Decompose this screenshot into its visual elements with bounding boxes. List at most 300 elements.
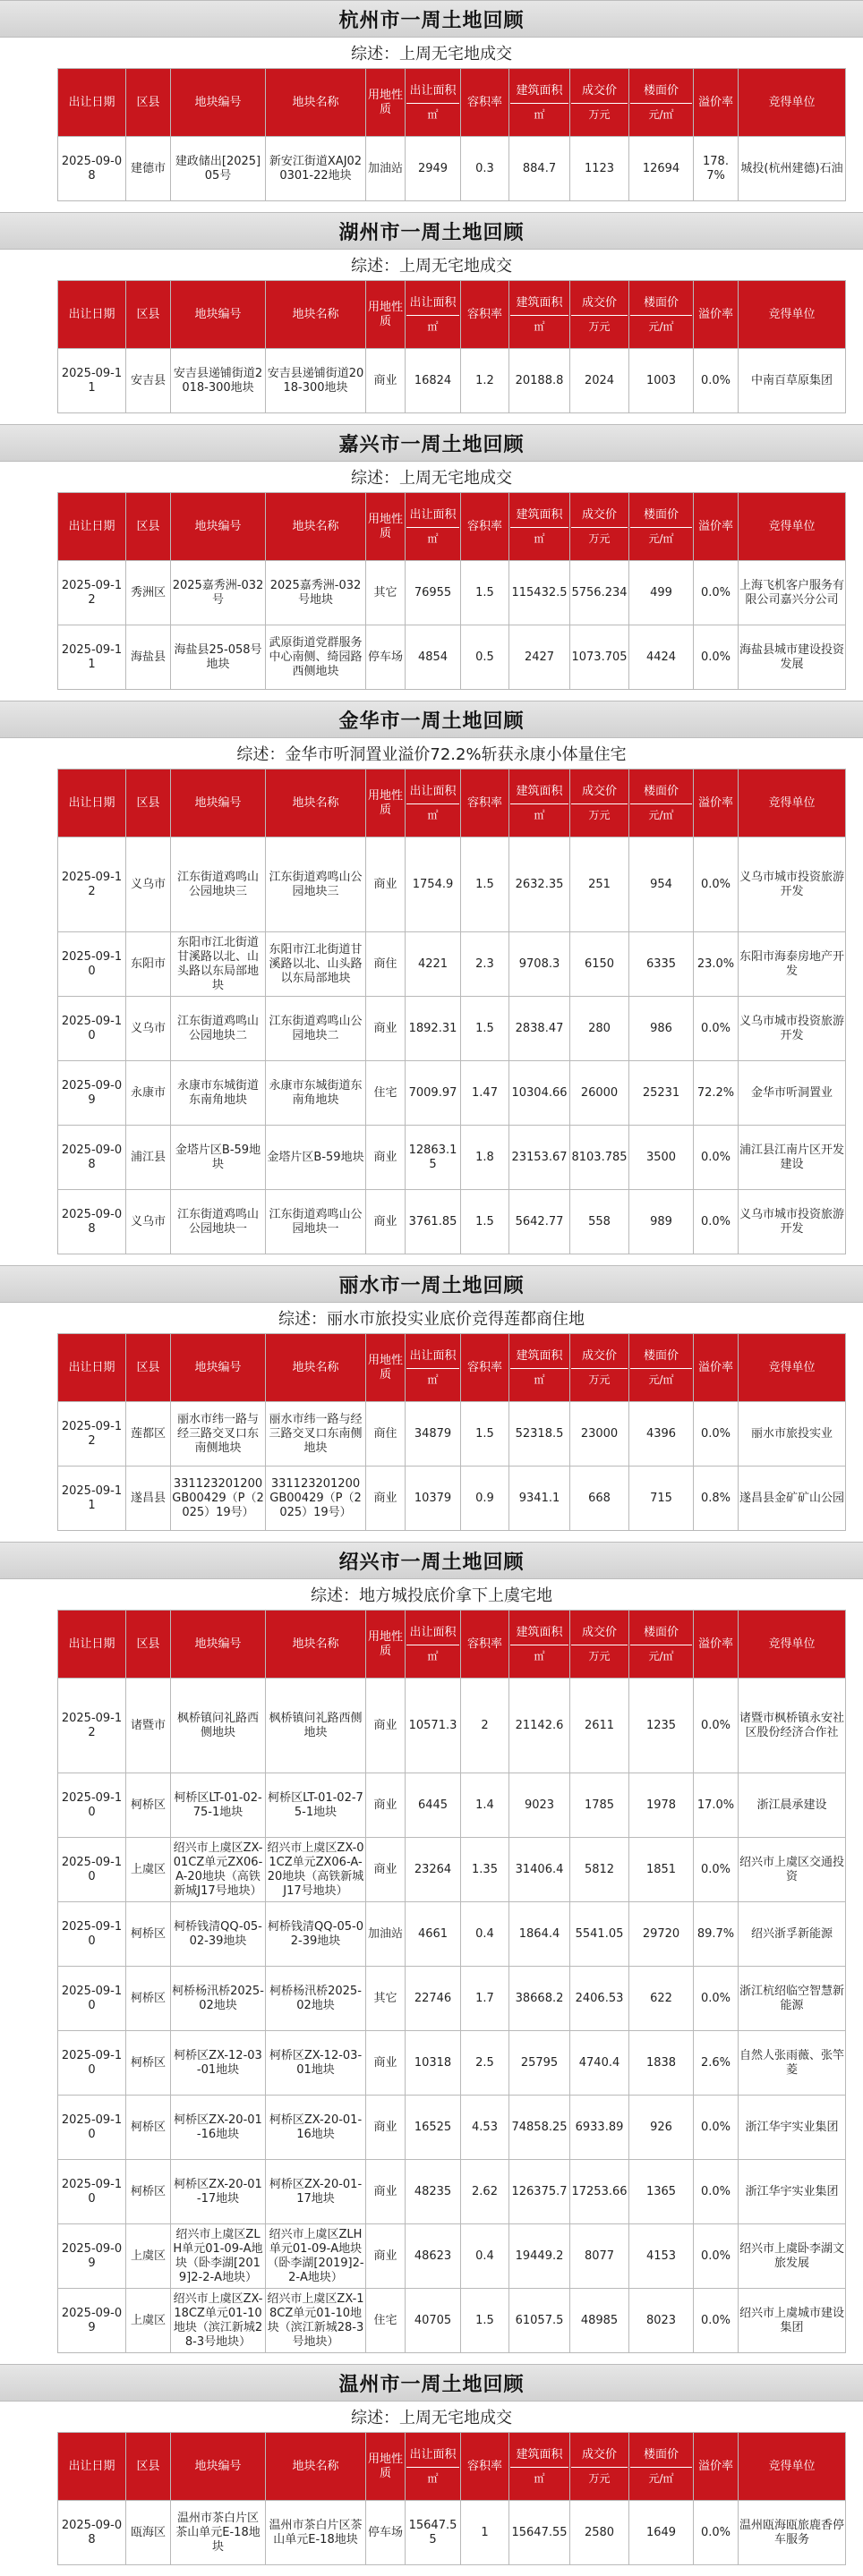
- cell-floor: 8023: [629, 2289, 694, 2353]
- column-header: [171, 1611, 266, 1679]
- cell-far: 1.5: [461, 837, 509, 932]
- cell-district: 柯桥区: [126, 1773, 171, 1838]
- table-row: [58, 1838, 846, 1902]
- table-row: [58, 2160, 846, 2224]
- cell-date: 2025-09-10: [58, 1967, 126, 2031]
- column-header-label: 区县: [136, 1637, 160, 1651]
- cell-price: 2580: [570, 2501, 629, 2565]
- cell-date: 2025-09-09: [58, 2289, 126, 2353]
- cell-date: 2025-09-10: [58, 1773, 126, 1838]
- cell-code: 绍兴市上虞区ZX-01CZ单元ZX06-A-20地块（高铁新城J17号地块）: [171, 1838, 266, 1902]
- cell-floor: 1649: [629, 2501, 694, 2565]
- cell-far: 2.62: [461, 2160, 509, 2224]
- cell-use: 住宅: [366, 1061, 406, 1126]
- cell-code: 绍兴市上虞区ZX-18CZ单元01-10地块（滨江新城28-3号地块）: [171, 2289, 266, 2353]
- cell-date: 2025-09-12: [58, 561, 126, 625]
- cell-date: 2025-09-10: [58, 1902, 126, 1967]
- section-title: 绍兴市一周土地回顾: [0, 1542, 863, 1579]
- cell-floor: 986: [629, 997, 694, 1061]
- cell-price: 4740.4: [570, 2031, 629, 2096]
- cell-price: 6933.89: [570, 2096, 629, 2160]
- cell-winner: 浙江晨承建设: [739, 1773, 846, 1838]
- cell-winner: 义乌市城市投资旅游开发: [739, 1190, 846, 1254]
- cell-price: 8077: [570, 2224, 629, 2289]
- cell-price: 5812: [570, 1838, 629, 1902]
- column-header: [739, 1334, 846, 1402]
- cell-code: 安吉县递铺街道2018-300地块: [171, 349, 266, 413]
- table-header-row: [58, 69, 846, 137]
- cell-use: 其它: [366, 561, 406, 625]
- cell-area: 10571.3: [406, 1679, 461, 1773]
- column-header: [266, 493, 366, 561]
- cell-build: 126375.7: [509, 2160, 570, 2224]
- column-header: [406, 493, 461, 561]
- land-deal-table: [57, 1333, 846, 1531]
- column-header: [570, 769, 629, 837]
- cell-floor: 1851: [629, 1838, 694, 1902]
- column-header: [58, 281, 126, 349]
- cell-date: 2025-09-10: [58, 997, 126, 1061]
- cell-build: 61057.5: [509, 2289, 570, 2353]
- cell-winner: 绍兴浙孚新能源: [739, 1902, 846, 1967]
- column-header-label: 地块编号: [194, 1637, 242, 1651]
- cell-far: 1: [461, 2501, 509, 2565]
- table-row: [58, 349, 846, 413]
- cell-code: 江东街道鸡鸣山公园地块二: [171, 997, 266, 1061]
- cell-district: 浦江县: [126, 1126, 171, 1190]
- cell-floor: 6335: [629, 932, 694, 997]
- cell-winner: 城投(杭州建德)石油: [739, 137, 846, 201]
- cell-floor: 715: [629, 1467, 694, 1531]
- column-header: [629, 769, 694, 837]
- cell-area: 10318: [406, 2031, 461, 2096]
- column-header-label: 地块编号: [194, 95, 242, 109]
- column-header: [406, 281, 461, 349]
- column-header-label: 楼面价: [643, 83, 679, 98]
- cell-far: 2.3: [461, 932, 509, 997]
- column-header-label: 溢价率: [697, 307, 733, 321]
- cell-winner: 海盐县城市建设投资发展: [739, 625, 846, 690]
- cell-far: 2.5: [461, 2031, 509, 2096]
- column-unit: 万元: [571, 2467, 628, 2486]
- cell-use: 商业: [366, 2224, 406, 2289]
- cell-price: 668: [570, 1467, 629, 1531]
- cell-code: 柯桥区ZX-12-03-01地块: [171, 2031, 266, 2096]
- cell-district: 义乌市: [126, 997, 171, 1061]
- cell-name: 柯桥杨汛桥2025-02地块: [266, 1967, 366, 2031]
- cell-price: 2024: [570, 349, 629, 413]
- cell-build: 9341.1: [509, 1467, 570, 1531]
- cell-code: 丽水市纬一路与经三路交叉口东南侧地块: [171, 1402, 266, 1467]
- cell-name: 绍兴市上虞区ZX-01CZ单元ZX06-A-20地块（高铁新城J17号地块）: [266, 1838, 366, 1902]
- cell-use: 停车场: [366, 625, 406, 690]
- cell-build: 115432.5: [509, 561, 570, 625]
- cell-floor: 29720: [629, 1902, 694, 1967]
- cell-area: 22746: [406, 1967, 461, 2031]
- cell-use: 商住: [366, 1402, 406, 1467]
- cell-floor: 622: [629, 1967, 694, 2031]
- section-title: 湖州市一周土地回顾: [0, 212, 863, 250]
- column-header-label: 地块名称: [292, 519, 339, 533]
- section-gap: [0, 690, 863, 701]
- column-header: [570, 493, 629, 561]
- cell-premium: 0.0%: [694, 1126, 739, 1190]
- column-header-label: 成交价: [581, 295, 617, 310]
- column-header-label: 成交价: [581, 2447, 617, 2461]
- cell-code: 柯桥区LT-01-02-75-1地块: [171, 1773, 266, 1838]
- cell-area: 4854: [406, 625, 461, 690]
- cell-name: 安吉县递铺街道2018-300地块: [266, 349, 366, 413]
- column-unit: 万元: [571, 1368, 628, 1387]
- cell-date: 2025-09-09: [58, 1061, 126, 1126]
- cell-date: 2025-09-08: [58, 2501, 126, 2565]
- cell-build: 2427: [509, 625, 570, 690]
- cell-code: 东阳市江北街道甘溪路以北、山头路以东局部地块: [171, 932, 266, 997]
- column-unit: ㎡: [406, 103, 459, 122]
- cell-name: 枫桥镇问礼路西侧地块: [266, 1679, 366, 1773]
- cell-premium: 89.7%: [694, 1902, 739, 1967]
- cell-price: 5756.234: [570, 561, 629, 625]
- cell-winner: 金华市听洞置业: [739, 1061, 846, 1126]
- cell-date: 2025-09-11: [58, 1467, 126, 1531]
- column-header-label: 地块名称: [292, 95, 339, 109]
- cell-date: 2025-09-11: [58, 349, 126, 413]
- cell-use: 商业: [366, 1467, 406, 1531]
- cell-build: 52318.5: [509, 1402, 570, 1467]
- cell-floor: 1365: [629, 2160, 694, 2224]
- cell-name: 柯桥区ZX-20-01-16地块: [266, 2096, 366, 2160]
- column-header-label: 楼面价: [643, 2447, 679, 2461]
- cell-date: 2025-09-10: [58, 2096, 126, 2160]
- column-header: [366, 281, 406, 349]
- cell-area: 1892.31: [406, 997, 461, 1061]
- cell-date: 2025-09-10: [58, 2160, 126, 2224]
- column-unit: 万元: [571, 1645, 628, 1663]
- column-header: [171, 69, 266, 137]
- column-header-label: 地块名称: [292, 1637, 339, 1651]
- cell-name: 柯桥区LT-01-02-75-1地块: [266, 1773, 366, 1838]
- cell-area: 15647.55: [406, 2501, 461, 2565]
- cell-use: 加油站: [366, 137, 406, 201]
- column-header-label: 出让面积: [409, 295, 457, 310]
- cell-use: 商业: [366, 349, 406, 413]
- cell-district: 遂昌县: [126, 1467, 171, 1531]
- column-header-label: 用地性质: [367, 2452, 403, 2480]
- cell-name: 丽水市纬一路与经三路交叉口东南侧地块: [266, 1402, 366, 1467]
- column-header-label: 用地性质: [367, 88, 403, 116]
- cell-code: 柯桥钱清QQ-05-02-39地块: [171, 1902, 266, 1967]
- cell-build: 5642.77: [509, 1190, 570, 1254]
- column-header: [739, 69, 846, 137]
- cell-use: 商业: [366, 997, 406, 1061]
- cell-name: 331123201200GB00429（P（2025）19号）: [266, 1467, 366, 1531]
- column-unit: ㎡: [406, 315, 459, 334]
- cell-build: 2632.35: [509, 837, 570, 932]
- column-header: [509, 1334, 570, 1402]
- column-header: [461, 493, 509, 561]
- cell-premium: 0.8%: [694, 1467, 739, 1531]
- section-summary: 综述：上周无宅地成交: [351, 469, 512, 488]
- column-header: [406, 1334, 461, 1402]
- cell-winner: 浙江华宇实业集团: [739, 2096, 846, 2160]
- cell-premium: 2.6%: [694, 2031, 739, 2096]
- section-title: 嘉兴市一周土地回顾: [0, 424, 863, 462]
- cell-name: 绍兴市上虞区ZLH单元01-09-A地块（卧李湖[2019]2-2-A地块）: [266, 2224, 366, 2289]
- cell-price: 280: [570, 997, 629, 1061]
- cell-premium: 0.0%: [694, 837, 739, 932]
- column-unit: 元/㎡: [630, 103, 692, 122]
- column-header-label: 地块编号: [194, 307, 242, 321]
- cell-code: 柯桥杨汛桥2025-02地块: [171, 1967, 266, 2031]
- cell-build: 74858.25: [509, 2096, 570, 2160]
- cell-premium: 0.0%: [694, 1838, 739, 1902]
- column-unit: 万元: [571, 315, 628, 334]
- column-unit: ㎡: [406, 2467, 459, 2486]
- column-header: [694, 281, 739, 349]
- column-header-label: 区县: [136, 95, 160, 109]
- column-header-label: 溢价率: [697, 95, 733, 109]
- table-header-row: [58, 281, 846, 349]
- cell-name: 绍兴市上虞区ZX-18CZ单元01-10地块（滨江新城28-3号地块）: [266, 2289, 366, 2353]
- column-header-label: 成交价: [581, 507, 617, 522]
- cell-floor: 25231: [629, 1061, 694, 1126]
- column-header-label: 容积率: [466, 307, 502, 321]
- column-unit: ㎡: [406, 527, 459, 546]
- cell-name: 江东街道鸡鸣山公园地块一: [266, 1190, 366, 1254]
- column-header: [171, 281, 266, 349]
- cell-name: 温州市茶白片区茶山单元E-18地块: [266, 2501, 366, 2565]
- column-header-label: 成交价: [581, 83, 617, 98]
- column-header: [58, 2433, 126, 2501]
- column-header-label: 建筑面积: [516, 784, 563, 798]
- table-row: [58, 1679, 846, 1773]
- cell-district: 柯桥区: [126, 2160, 171, 2224]
- column-header: [739, 2433, 846, 2501]
- section-title: 丽水市一周土地回顾: [0, 1265, 863, 1303]
- cell-name: 东阳市江北街道甘溪路以北、山头路以东局部地块: [266, 932, 366, 997]
- section-gap: [0, 1254, 863, 1265]
- cell-use: 加油站: [366, 1902, 406, 1967]
- column-header: [694, 1334, 739, 1402]
- column-header-label: 出让面积: [409, 1348, 457, 1363]
- column-header: [461, 2433, 509, 2501]
- cell-code: 绍兴市上虞区ZLH单元01-09-A地块（卧李湖[2019]2-2-A地块）: [171, 2224, 266, 2289]
- table-row: [58, 1190, 846, 1254]
- section-title: 金华市一周土地回顾: [0, 701, 863, 738]
- column-header: [461, 281, 509, 349]
- cell-area: 2949: [406, 137, 461, 201]
- cell-district: 上虞区: [126, 2224, 171, 2289]
- cell-district: 义乌市: [126, 1190, 171, 1254]
- column-header: [694, 69, 739, 137]
- column-header: [58, 1611, 126, 1679]
- cell-premium: 0.0%: [694, 561, 739, 625]
- column-header-label: 用地性质: [367, 788, 403, 817]
- cell-build: 2838.47: [509, 997, 570, 1061]
- table-row: [58, 137, 846, 201]
- cell-date: 2025-09-09: [58, 2224, 126, 2289]
- cell-date: 2025-09-10: [58, 1838, 126, 1902]
- cell-code: 2025嘉秀洲-032号: [171, 561, 266, 625]
- cell-build: 25795: [509, 2031, 570, 2096]
- column-header: [266, 281, 366, 349]
- column-header-label: 用地性质: [367, 1353, 403, 1382]
- column-header: [366, 1334, 406, 1402]
- cell-code: 柯桥区ZX-20-01-16地块: [171, 2096, 266, 2160]
- cell-winner: 绍兴市上虞卧李湖文旅发展: [739, 2224, 846, 2289]
- section-gap: [0, 413, 863, 424]
- cell-build: 884.7: [509, 137, 570, 201]
- column-header: [629, 2433, 694, 2501]
- cell-premium: 72.2%: [694, 1061, 739, 1126]
- table-row: [58, 2224, 846, 2289]
- cell-premium: 0.0%: [694, 1967, 739, 2031]
- cell-area: 1754.9: [406, 837, 461, 932]
- cell-premium: 0.0%: [694, 2289, 739, 2353]
- column-header-label: 竞得单位: [768, 795, 816, 810]
- column-header-label: 出让日期: [68, 795, 115, 810]
- cell-area: 40705: [406, 2289, 461, 2353]
- column-unit: ㎡: [510, 1368, 568, 1387]
- land-deal-table: [57, 280, 846, 413]
- column-unit: ㎡: [510, 803, 568, 822]
- cell-use: 停车场: [366, 2501, 406, 2565]
- cell-use: 商业: [366, 1679, 406, 1773]
- column-header: [266, 1334, 366, 1402]
- column-unit: ㎡: [406, 803, 459, 822]
- table-header-row: [58, 1611, 846, 1679]
- column-header-label: 成交价: [581, 1348, 617, 1363]
- column-header: [171, 493, 266, 561]
- cell-floor: 4153: [629, 2224, 694, 2289]
- cell-name: 新安江街道XAJ020301-22地块: [266, 137, 366, 201]
- cell-code: 金塔片区B-59地块: [171, 1126, 266, 1190]
- column-header-label: 楼面价: [643, 1348, 679, 1363]
- section-summary: 综述：上周无宅地成交: [351, 257, 512, 276]
- column-header-label: 用地性质: [367, 512, 403, 540]
- column-header: [461, 69, 509, 137]
- cell-code: 建政储出[2025]05号: [171, 137, 266, 201]
- column-header: [570, 69, 629, 137]
- column-unit: ㎡: [510, 315, 568, 334]
- cell-winner: 遂昌县金矿矿山公园: [739, 1467, 846, 1531]
- column-header: [171, 769, 266, 837]
- cell-area: 48623: [406, 2224, 461, 2289]
- cell-winner: 绍兴市上虞区交通投资: [739, 1838, 846, 1902]
- land-deal-table: [57, 492, 846, 690]
- land-deal-table: [57, 2432, 846, 2565]
- cell-district: 柯桥区: [126, 1967, 171, 2031]
- cell-build: 1864.4: [509, 1902, 570, 1967]
- column-header-label: 溢价率: [697, 1637, 733, 1651]
- column-header-label: 成交价: [581, 1625, 617, 1639]
- cell-code: 江东街道鸡鸣山公园地块三: [171, 837, 266, 932]
- cell-date: 2025-09-10: [58, 932, 126, 997]
- cell-far: 1.5: [461, 997, 509, 1061]
- column-header-label: 容积率: [466, 795, 502, 810]
- cell-area: 48235: [406, 2160, 461, 2224]
- column-header: [694, 493, 739, 561]
- cell-floor: 499: [629, 561, 694, 625]
- cell-date: 2025-09-12: [58, 1679, 126, 1773]
- column-unit: 元/㎡: [630, 2467, 692, 2486]
- cell-district: 义乌市: [126, 837, 171, 932]
- column-header: [694, 2433, 739, 2501]
- land-deal-table: [57, 1610, 846, 2353]
- column-header: [126, 1611, 171, 1679]
- cell-far: 1.5: [461, 561, 509, 625]
- table-row: [58, 2096, 846, 2160]
- column-header: [366, 493, 406, 561]
- table-row: [58, 1126, 846, 1190]
- cell-price: 8103.785: [570, 1126, 629, 1190]
- column-header-label: 地块编号: [194, 2459, 242, 2473]
- cell-far: 1.47: [461, 1061, 509, 1126]
- cell-name: 2025嘉秀洲-032号地块: [266, 561, 366, 625]
- column-header: [739, 493, 846, 561]
- column-header-label: 出让日期: [68, 307, 115, 321]
- column-header: [461, 769, 509, 837]
- cell-area: 3761.85: [406, 1190, 461, 1254]
- column-header: [406, 69, 461, 137]
- column-header-label: 容积率: [466, 1637, 502, 1651]
- table-header-row: [58, 1334, 846, 1402]
- cell-floor: 4396: [629, 1402, 694, 1467]
- column-header-label: 出让日期: [68, 1360, 115, 1374]
- column-header-label: 竞得单位: [768, 1360, 816, 1374]
- cell-code: 永康市东城街道东南角地块: [171, 1061, 266, 1126]
- section-gap: [0, 2565, 863, 2576]
- cell-district: 柯桥区: [126, 1902, 171, 1967]
- section-gap: [0, 1531, 863, 1542]
- cell-district: 建德市: [126, 137, 171, 201]
- column-header: [366, 69, 406, 137]
- cell-area: 4221: [406, 932, 461, 997]
- cell-code: 331123201200GB00429（P（2025）19号）: [171, 1467, 266, 1531]
- column-header-label: 建筑面积: [516, 83, 563, 98]
- cell-winner: 浦江县江南片区开发建设: [739, 1126, 846, 1190]
- cell-area: 10379: [406, 1467, 461, 1531]
- cell-date: 2025-09-08: [58, 1126, 126, 1190]
- column-header: [126, 1334, 171, 1402]
- cell-use: 商业: [366, 1190, 406, 1254]
- section-summary: 综述：地方城投底价拿下上虞宅地: [311, 1586, 552, 1605]
- column-header: [58, 493, 126, 561]
- column-header: [126, 769, 171, 837]
- column-header: [570, 1334, 629, 1402]
- column-header-label: 地块编号: [194, 795, 242, 810]
- land-deal-table: [57, 769, 846, 1254]
- column-header-label: 出让面积: [409, 507, 457, 522]
- section-title: 杭州市一周土地回顾: [0, 0, 863, 38]
- cell-price: 251: [570, 837, 629, 932]
- cell-district: 诸暨市: [126, 1679, 171, 1773]
- cell-build: 19449.2: [509, 2224, 570, 2289]
- table-row: [58, 561, 846, 625]
- column-header: [406, 2433, 461, 2501]
- cell-district: 瓯海区: [126, 2501, 171, 2565]
- column-header: [570, 281, 629, 349]
- column-header-label: 出让面积: [409, 784, 457, 798]
- column-unit: ㎡: [510, 527, 568, 546]
- column-header: [266, 69, 366, 137]
- section-summary: 综述：上周无宅地成交: [351, 45, 512, 64]
- cell-name: 江东街道鸡鸣山公园地块二: [266, 997, 366, 1061]
- column-header-label: 地块编号: [194, 1360, 242, 1374]
- column-header-label: 竞得单位: [768, 519, 816, 533]
- column-header: [570, 2433, 629, 2501]
- table-row: [58, 932, 846, 997]
